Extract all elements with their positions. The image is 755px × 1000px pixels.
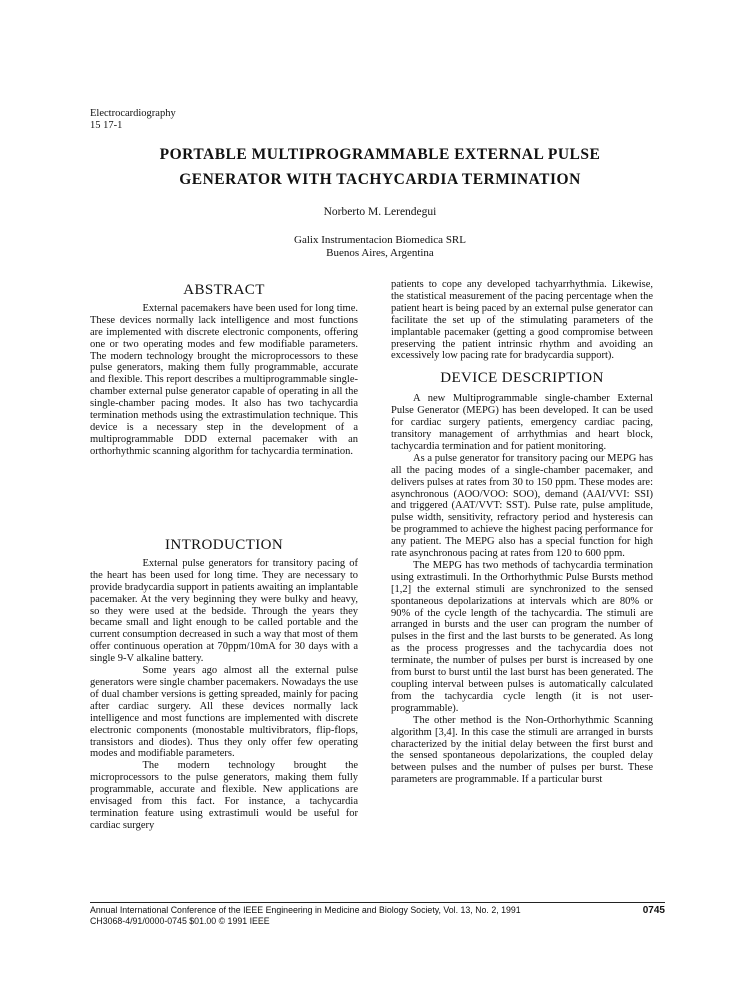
- abstract-text: External pacemakers have been used for long time. These devices normally lack intelligence and most functions are implemented with discrete electronic components, offering one or two operating modes and few modifiable parameters. The modern technology brought the microprocessors to these pulse generators, making them fully programmable, accurate and flexible. This report describes a multiprogrammable single-chamber external pulse generator capable of operating in all the single-chamber pacing modes. It also has two tachycardia termination methods using the extrastimulation technique. This device is a necessary step in the development of a multiprogrammable DDD external pacemaker with an orthorhythmic scanning algorithm for tachycardia termination.: [90, 302, 358, 457]
- introduction-section: [90, 537, 358, 832]
- intro-paragraph-2: Some years ago almost all the external pulse generators were single chamber pacemakers. Nowadays the use of dual chamber versions is getting spreaded, mainly for pacing after cardiac surgery. All these devices normally lack intelligence and most functions are implemented with discrete electronic components (monostable multivibrators, flip-flops, transistors and diodes). Thus they only offer few operating modes and modifiable parameters.: [90, 665, 358, 760]
- device-paragraph-2: As a pulse generator for transitory pacing our MEPG has all the pacing modes of a single-chamber pacemaker, and delivers pulses at rates from 30 to 150 ppm. These modes are: asynchronous (AOO/VOO: SOO), demand (AAI/VVI: SSI) and triggered (AAT/VVT: SST). Pulse rate, pulse amplitude, pulse width, sensitivity, refractory period and hysteresis can be programmed to achieve the highest pacing performance for any patient. The MEPG also has a special function for high rate asynchronous pacing at rates from 120 to 600 ppm.: [391, 452, 653, 560]
- abstract-heading: ABSTRACT: [183, 282, 265, 298]
- affiliation-location: Buenos Aires, Argentina: [326, 247, 434, 259]
- copyright-line: CH3068-4/91/0000-0745 $01.00 © 1991 IEEE: [90, 916, 270, 926]
- page-number: 0745: [642, 905, 665, 916]
- page-footer: [90, 902, 665, 927]
- continued-paragraph: patients to cope any developed tachyarrhythmia. Likewise, the statistical measurement of the pacing percentage when the patient heart is being paced by an external pulse generator can facilitate the set up of the stimulating parameters of the implantable pacemaker (getting a good compromise between preserving the patient intrinsic rhythm and avoiding an excessively low pacing rate for bradycardia support).: [391, 279, 653, 362]
- device-paragraph-3: The MEPG has two methods of tachycardia termination using extrastimuli. In the Orthorhythmic Pulse Bursts method [1,2] the external stimuli are synchronized to the sensed spontaneous depolarizations at intervals which are 80% or 90% of the cycle length of the tachycardia. The stimuli are arranged in bursts and the user can program the number of pulses in the first and the last bursts to be generated. As long as the process progresses and the tachycardia does not terminate, the number of pulses per burst is increased by one from burst to burst until the last burst has been generated. The coupling interval between pulses is automatically calculated from the tachycardia cycle length (it is not user-programmable).: [391, 559, 653, 714]
- affiliation: [90, 234, 670, 260]
- intro-paragraph-1: External pulse generators for transitory pacing of the heart has been used for long time. They are necessary to provide bradycardia support in patients awaiting an implantable pacemaker. At the very beginning they were bulky and heavy, so they were used at the bedside. Through the years they became small and light enough to be called portable and the current consumption decreased in such a way that most of them offer continuous operation at 70ppm/10mA for 30 days with a single 9-V alkaline battery.: [90, 557, 358, 665]
- conference-citation: Annual International Conference of the IEEE Engineering in Medicine and Biology Society, Vol. 13, No. 2, 1991: [90, 905, 521, 915]
- running-header: [90, 108, 176, 132]
- intro-paragraph-3: The modern technology brought the microprocessors to the pulse generators, making them fully programmable, accurate and flexible. New applications are envisaged from this fact. For instance, a tachycardia termination feature using extrastimuli would be useful for cardiac surgery: [90, 760, 358, 831]
- right-column: [391, 279, 653, 786]
- device-paragraph-4: The other method is the Non-Orthorhythmic Scanning algorithm [3,4]. In this case the stimuli are arranged in bursts characterized by the initial delay between the first burst and the sensed spontaneous depolarizations, the coupled delay between pulses and the number of pulses per burst. These parameters are programmable. If a particular burst: [391, 714, 653, 786]
- title-line-2: GENERATOR WITH TACHYCARDIA TERMINATION: [179, 171, 581, 188]
- abstract-section: [90, 282, 358, 458]
- title-line-1: PORTABLE MULTIPROGRAMMABLE EXTERNAL PULSE: [159, 146, 601, 163]
- introduction-heading: INTRODUCTION: [164, 537, 284, 553]
- paper-title: [90, 142, 670, 192]
- section-label: Electrocardiography: [90, 108, 176, 119]
- affiliation-org: Galix Instrumentacion Biomedica SRL: [294, 234, 466, 246]
- device-paragraph-1: A new Multiprogrammable single-chamber External Pulse Generator (MEPG) has been developed. It can be used for cardiac surgery patients, emergency cardiac pacing, transitory management of arrhythmias and heart block, tachycardia termination and for patient monitoring.: [391, 393, 653, 452]
- device-description-heading: DEVICE DESCRIPTION: [440, 370, 604, 387]
- author: Norberto M. Lerendegui: [323, 206, 437, 218]
- section-number: 15 17-1: [90, 120, 123, 131]
